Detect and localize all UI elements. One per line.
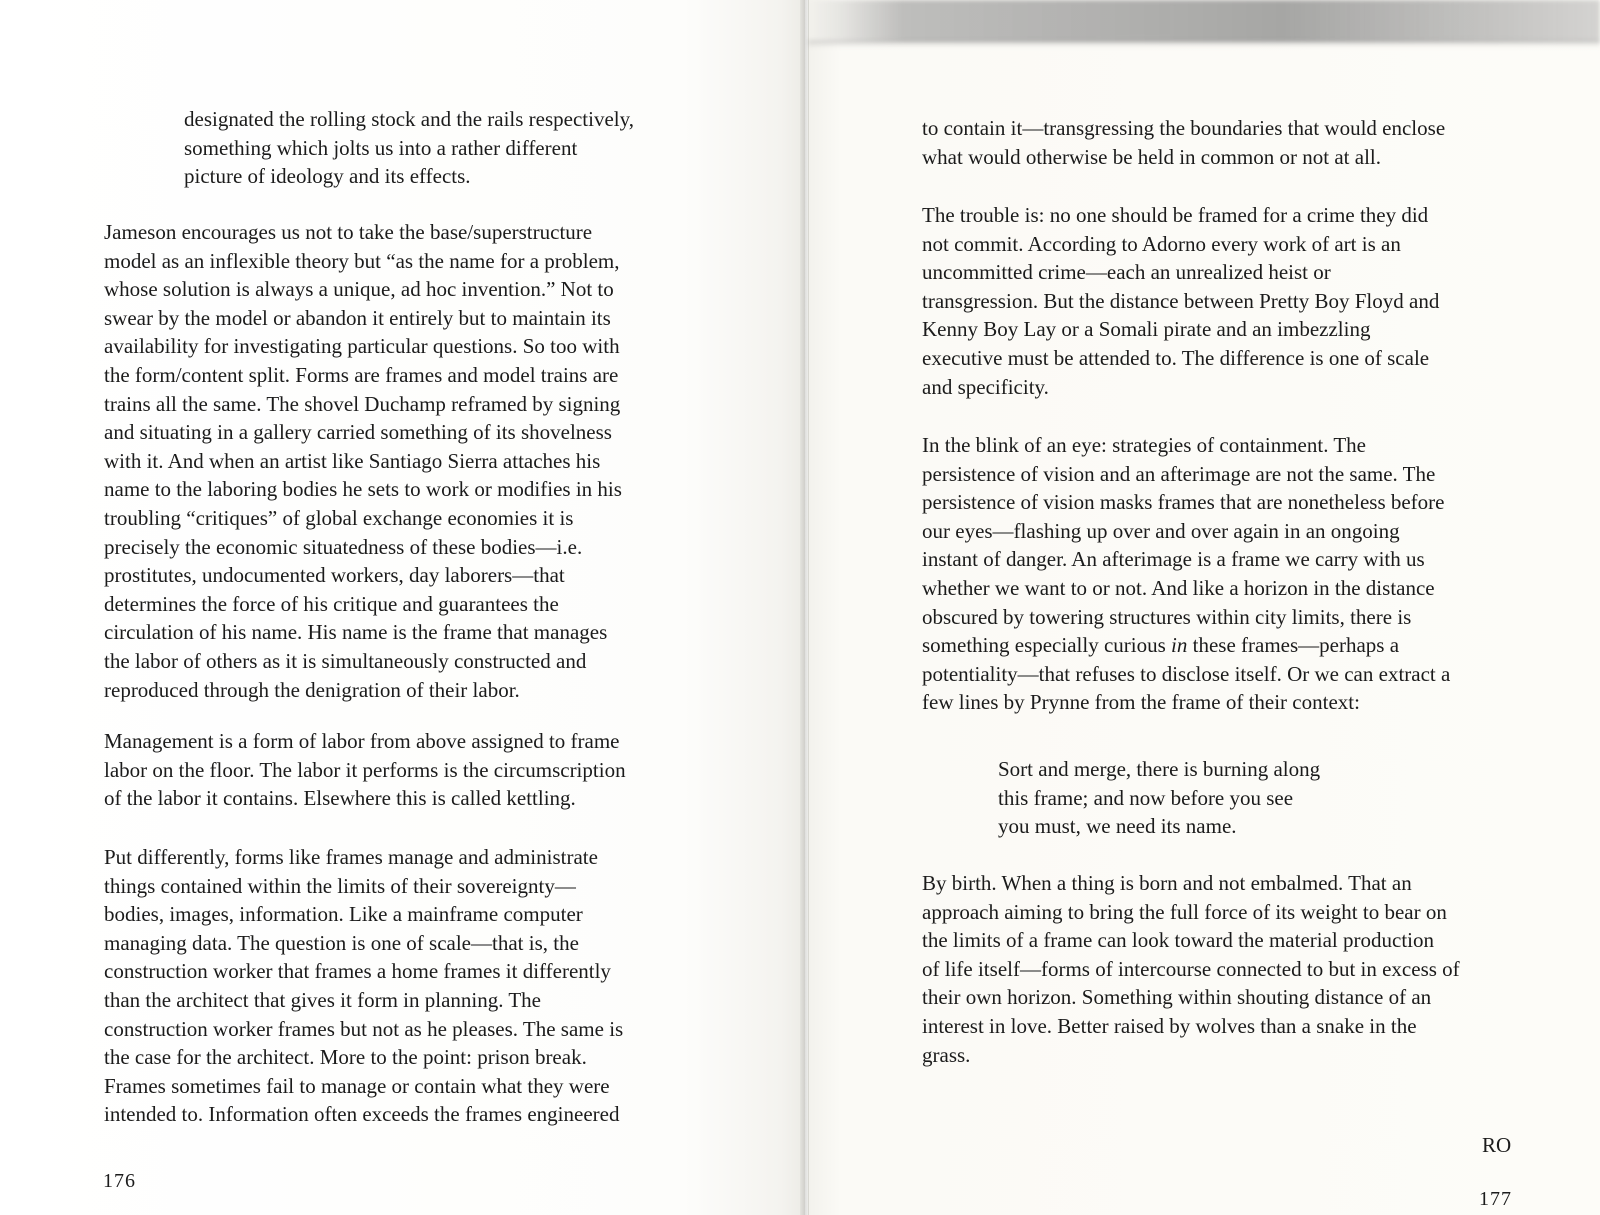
author-signature: RO [1482,1133,1512,1157]
text-run: these frames—perhaps a [1187,633,1400,658]
text-line: The trouble is: no one should be framed for a crime they did [922,203,1429,227]
prynne-poem [998,755,1320,841]
text-line: interest in love. Better raised by wolves than a snake in the [922,1013,1417,1038]
text-line: with it. And when an artist like Santiago Sierra attaches his [104,448,601,473]
text-line: uncommitted crime—each an unrealized heist or [922,260,1331,285]
poem-line: you must, we need its name. [998,814,1237,839]
italic-word: in [1171,633,1188,658]
text-line: reproduced through the denigration of their labor. [104,677,520,702]
text-run: something especially curious [922,633,1172,658]
text-line: the labor of others as it is simultaneously constructed and [104,648,587,673]
text-line: construction worker that frames a home frames it differently [104,959,611,984]
text-line: executive must be attended to. The difference is one of scale [922,345,1430,370]
text-line: approach aiming to bring the full force of its weight to bear on [922,899,1447,924]
text-line: to contain it—transgressing the boundaries that would enclose [922,116,1446,140]
text-line: model as an inflexible theory but “as the name for a problem, [104,248,620,273]
text-line: the form/content split. Forms are frames and model trains are [104,362,619,387]
text-line: construction worker frames but not as he pleases. The same is [104,1016,624,1041]
left-block-quote [184,105,634,191]
text-line: the case for the architect. More to the point: prison break. [104,1045,587,1070]
paragraph-blink [922,431,1450,717]
paragraph-trouble [922,201,1439,401]
text-line: of life itself—forms of intercourse connected to but in excess of [922,956,1460,981]
poem-line: this frame; and now before you see [998,785,1294,810]
paragraph-put-differently [104,843,623,1129]
text-line: bodies, images, information. Like a mainframe computer [104,902,583,927]
text-line: Put differently, forms like frames manage and administrate [104,845,598,869]
text-line: obscured by towering structures within city limits, there is [922,604,1412,629]
text-line: labor on the floor. The labor it performs is the circumscription [104,757,626,782]
text-line [922,631,1450,660]
text-line: instant of danger. An afterimage is a frame we carry with us [922,547,1425,572]
text-line: their own horizon. Something within shouting distance of an [922,985,1432,1010]
text-line: potentiality—that refuses to disclose itself. Or we can extract a [922,661,1451,686]
text-line: precisely the economic situatedness of these bodies—i.e. [104,534,583,559]
text-line: trains all the same. The shovel Duchamp reframed by signing [104,391,621,416]
text-line: prostitutes, undocumented workers, day laborers—that [104,563,565,588]
text-line: transgression. But the distance between Pretty Boy Floyd and [922,288,1440,313]
text-line: Jameson encourages us not to take the base/superstructure [104,220,593,244]
paragraph-contain [922,114,1445,171]
text-line: persistence of vision and an afterimage are not the same. The [922,461,1436,486]
text-line: grass. [922,1042,971,1067]
text-line: persistence of vision masks frames that are nonetheless before [922,490,1445,515]
poem-line: Sort and merge, there is burning along [998,757,1321,781]
paragraph-management [104,727,626,813]
text-line: than the architect that gives it form in planning. The [104,987,541,1012]
paragraph-jameson [104,218,622,704]
text-line: Management is a form of labor from above assigned to frame [104,729,620,753]
text-line: name to the laboring bodies he sets to work or modifies in his [104,477,622,502]
text-line: the limits of a frame can look toward the material production [922,928,1434,953]
text-line: availability for investigating particular questions. So too with [104,334,620,359]
text-line: intended to. Information often exceeds the frames engineered [104,1102,620,1127]
text-line: managing data. The question is one of scale—that is, the [104,930,579,955]
text-line: designated the rolling stock and the rails respectively, [184,107,635,131]
scan-shadow [808,0,1600,42]
page-number-right: 177 [1479,1188,1512,1210]
text-line: few lines by Prynne from the frame of their context: [922,690,1360,715]
text-line: not commit. According to Adorno every work of art is an [922,231,1401,256]
text-line: In the blink of an eye: strategies of containment. The [922,433,1366,457]
text-line: Kenny Boy Lay or a Somali pirate and an imbezzling [922,317,1371,342]
text-line: and situating in a gallery carried something of its shovelness [104,420,612,445]
text-line: troubling “critiques” of global exchange economies it is [104,505,574,530]
text-line: and specificity. [922,374,1049,399]
text-line: things contained within the limits of their sovereignty— [104,873,576,898]
text-line: determines the force of his critique and guarantees the [104,591,559,616]
text-line: whether we want to or not. And like a horizon in the distance [922,575,1435,600]
page-number-left: 176 [103,1170,136,1192]
text-line: Frames sometimes fail to manage or contain what they were [104,1073,610,1098]
text-line: what would otherwise be held in common or not at all. [922,144,1381,169]
text-line: our eyes—flashing up over and over again in an ongoing [922,518,1400,543]
paragraph-by-birth [922,869,1460,1069]
text-line: By birth. When a thing is born and not embalmed. That an [922,871,1412,895]
text-line: picture of ideology and its effects. [184,164,471,189]
text-line: whose solution is always a unique, ad hoc invention.” Not to [104,277,614,302]
text-line: something which jolts us into a rather different [184,135,578,160]
text-line: of the labor it contains. Elsewhere this is called kettling. [104,786,576,811]
text-line: circulation of his name. His name is the frame that manages [104,620,608,645]
text-line: swear by the model or abandon it entirely but to maintain its [104,305,611,330]
